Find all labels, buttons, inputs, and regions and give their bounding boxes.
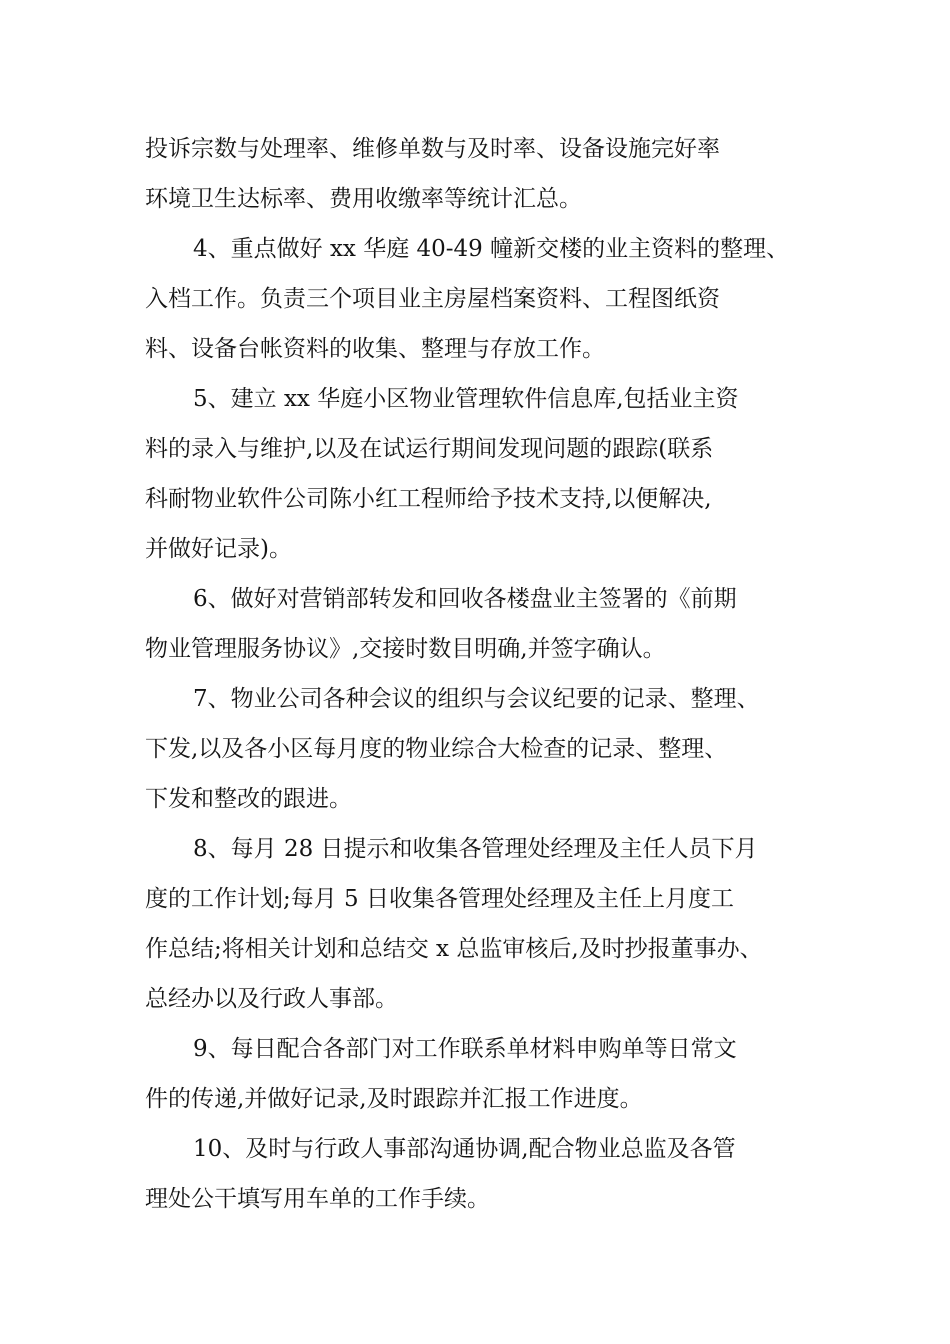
paragraph-item-10 xyxy=(145,1124,835,1224)
paragraph-item-4 xyxy=(145,224,835,374)
text-line: 环境卫生达标率、费用收缴率等统计汇总。 xyxy=(145,186,582,212)
paragraph-item-9 xyxy=(145,1024,835,1124)
text-line: 4、重点做好 xx 华庭 40-49 幢新交楼的业主资料的整理、 xyxy=(193,236,790,262)
document-body xyxy=(145,124,835,1224)
text-line: 下发和整改的跟进。 xyxy=(145,786,352,812)
paragraph-item-8 xyxy=(145,824,835,1024)
text-line: 作总结;将相关计划和总结交 x 总监审核后,及时抄报董事办、 xyxy=(145,936,763,962)
text-line: 料、设备台帐资料的收集、整理与存放工作。 xyxy=(145,336,605,362)
text-line: 8、每月 28 日提示和收集各管理处经理及主任人员下月 xyxy=(193,836,758,862)
text-line: 科耐物业软件公司陈小红工程师给予技术支持,以便解决, xyxy=(145,486,712,512)
text-line: 下发,以及各小区每月度的物业综合大检查的记录、整理、 xyxy=(145,736,728,762)
text-line: 9、每日配合各部门对工作联系单材料申购单等日常文 xyxy=(193,1036,737,1062)
text-line: 总经办以及行政人事部。 xyxy=(145,986,398,1012)
text-line: 10、及时与行政人事部沟通协调,配合物业总监及各管 xyxy=(193,1136,736,1162)
text-line: 投诉宗数与处理率、维修单数与及时率、设备设施完好率 xyxy=(145,136,720,162)
paragraph-item-7 xyxy=(145,674,835,824)
text-line: 5、建立 xx 华庭小区物业管理软件信息库,包括业主资 xyxy=(193,386,739,412)
text-line: 入档工作。负责三个项目业主房屋档案资料、工程图纸资 xyxy=(145,286,720,312)
text-line: 7、物业公司各种会议的组织与会议纪要的记录、整理、 xyxy=(193,686,760,712)
text-line: 件的传递,并做好记录,及时跟踪并汇报工作进度。 xyxy=(145,1086,643,1112)
text-line: 料的录入与维护,以及在试运行期间发现问题的跟踪(联系 xyxy=(145,436,714,462)
paragraph-item-6 xyxy=(145,574,835,674)
text-line: 6、做好对营销部转发和回收各楼盘业主签署的《前期 xyxy=(193,586,737,612)
text-line: 并做好记录)。 xyxy=(145,536,292,562)
paragraph-stats-summary xyxy=(145,124,835,224)
text-line: 物业管理服务协议》,交接时数目明确,并签字确认。 xyxy=(145,636,666,662)
paragraph-item-5 xyxy=(145,374,835,574)
text-line: 理处公干填写用车单的工作手续。 xyxy=(145,1186,490,1212)
text-line: 度的工作计划;每月 5 日收集各管理处经理及主任上月度工 xyxy=(145,886,735,912)
